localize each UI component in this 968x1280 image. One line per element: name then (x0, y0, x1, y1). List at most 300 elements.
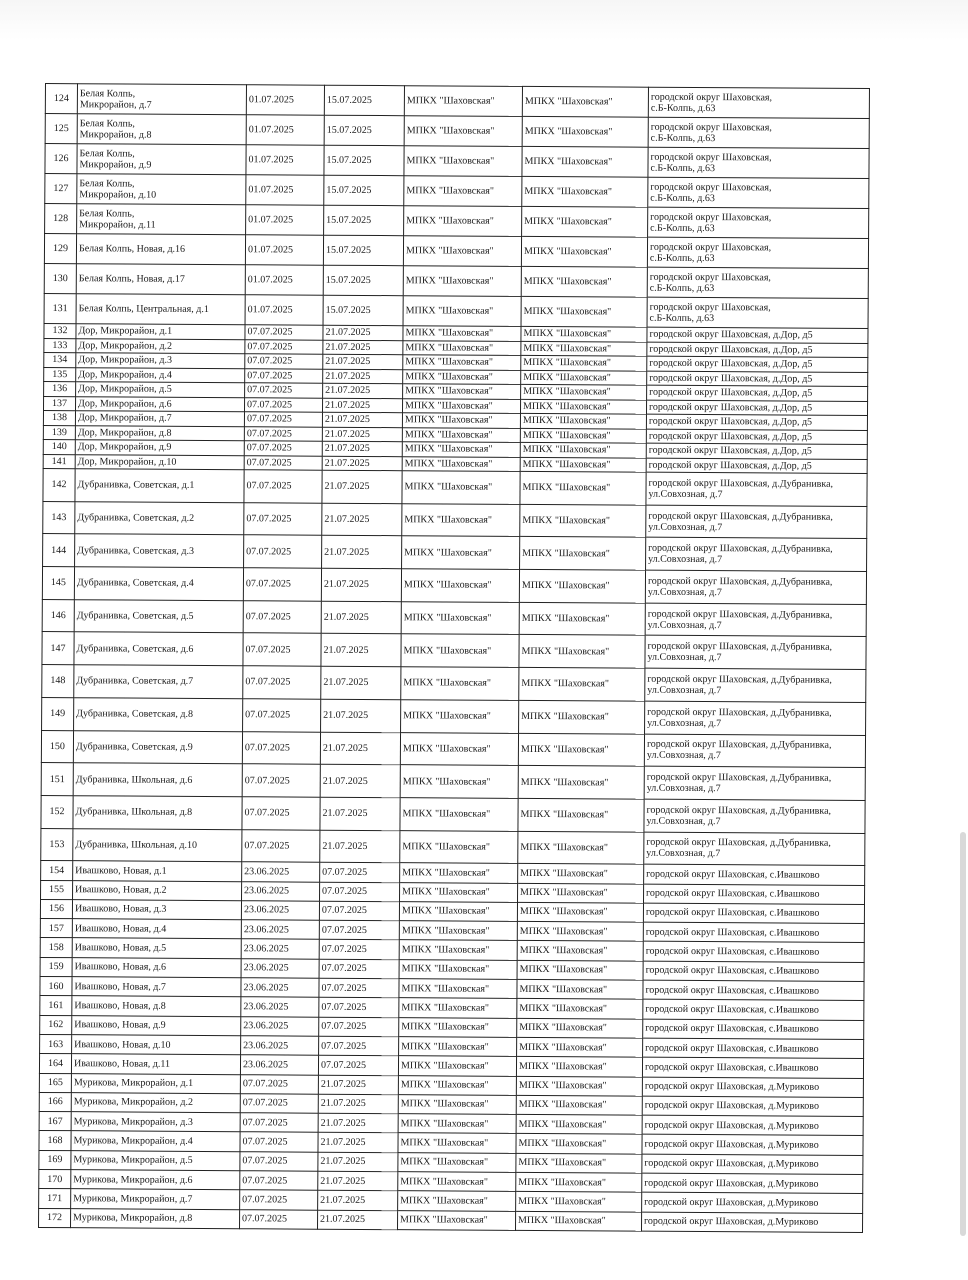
organization-cell: МПКХ "Шаховская" (401, 569, 519, 602)
end-date-cell: 15.07.2025 (324, 175, 404, 205)
organization-cell: МПКХ "Шаховская" (401, 634, 519, 667)
start-date-cell: 07.07.2025 (244, 502, 322, 535)
row-number: 128 (45, 204, 77, 234)
organization-cell: МПКХ "Шаховская" (402, 456, 520, 471)
row-number: 146 (42, 599, 74, 632)
start-date-cell: 07.07.2025 (242, 829, 320, 862)
row-number: 124 (45, 84, 77, 114)
location-cell: городской округ Шаховская, с.Б-Колпь, д.63 (647, 267, 868, 298)
location-cell: городской округ Шаховская, с.Б-Колпь, д.63 (647, 297, 868, 328)
operator-cell: МПКХ "Шаховская" (520, 399, 646, 414)
table-row (42, 697, 866, 735)
operator-cell: МПКХ "Шаховская" (519, 700, 645, 733)
location-cell: городской округ Шаховская, д.Дубранивка, ул.Совхозная, д.7 (644, 832, 865, 866)
organization-cell: МПКХ "Шаховская" (403, 369, 521, 384)
organization-cell: МПКХ "Шаховская" (403, 326, 521, 341)
location-cell: городской округ Шаховская, д.Муриково (642, 1077, 863, 1098)
start-date-cell: 23.06.2025 (241, 1036, 319, 1056)
end-date-cell: 21.07.2025 (323, 325, 403, 340)
row-number: 125 (45, 114, 77, 144)
operator-cell: МПКХ "Шаховская" (522, 116, 648, 147)
address-cell: Ивашково, Новая, д.7 (72, 977, 241, 997)
end-date-cell: 07.07.2025 (319, 1036, 399, 1056)
location-cell: городской округ Шаховская, д.Дубранивка, ул.Совхозная, д.7 (644, 799, 865, 833)
row-number: 152 (41, 795, 73, 828)
operator-cell: МПКХ "Шаховская" (520, 442, 646, 457)
operator-cell: МПКХ "Шаховская" (521, 341, 647, 356)
start-date-cell: 07.07.2025 (244, 455, 322, 470)
start-date-cell: 01.07.2025 (246, 205, 324, 235)
address-cell: Белая Колпь, Новая, д.16 (76, 234, 245, 265)
operator-cell: МПКХ "Шаховская" (518, 864, 644, 884)
start-date-cell: 01.07.2025 (245, 235, 323, 265)
start-date-cell: 01.07.2025 (246, 115, 324, 145)
end-date-cell: 15.07.2025 (323, 265, 403, 295)
row-number: 133 (44, 338, 76, 353)
address-cell: Ивашково, Новая, д.8 (72, 996, 241, 1016)
end-date-cell: 21.07.2025 (323, 340, 403, 355)
organization-cell: МПКХ "Шаховская" (398, 1152, 516, 1172)
end-date-cell: 07.07.2025 (319, 978, 399, 998)
row-number: 139 (43, 425, 75, 440)
organization-cell: МПКХ "Шаховская" (402, 536, 520, 569)
location-cell: городской округ Шаховская, д.Дор, д5 (647, 327, 868, 343)
organization-cell: МПКХ "Шаховская" (398, 1210, 516, 1230)
location-cell: городской округ Шаховская, д.Дубранивка, ул.Совхозная, д.7 (645, 603, 866, 637)
address-cell: Белая Колпь, Микрорайон, д.7 (77, 84, 246, 115)
organization-cell: МПКХ "Шаховская" (404, 176, 522, 207)
organization-cell: МПКХ "Шаховская" (398, 1172, 516, 1192)
end-date-cell: 21.07.2025 (321, 568, 401, 601)
organization-cell: МПКХ "Шаховская" (403, 236, 521, 267)
organization-cell: МПКХ "Шаховская" (403, 355, 521, 370)
end-date-cell: 15.07.2025 (324, 145, 404, 175)
organization-cell: МПКХ "Шаховская" (398, 1094, 516, 1114)
operator-cell: МПКХ "Шаховская" (517, 999, 643, 1019)
table-row (43, 468, 867, 506)
end-date-cell: 07.07.2025 (320, 882, 400, 902)
address-cell: Дубранивка, Школьная, д.10 (73, 828, 242, 862)
organization-cell: МПКХ "Шаховская" (404, 146, 522, 177)
organization-cell: МПКХ "Шаховская" (398, 1191, 516, 1211)
end-date-cell: 15.07.2025 (324, 205, 404, 235)
location-cell: городской округ Шаховская, с.Ивашково (644, 884, 865, 905)
address-cell: Дор, Микрорайон, д.6 (75, 396, 244, 412)
location-cell: городской округ Шаховская, д.Дор, д5 (646, 414, 867, 430)
row-number: 169 (39, 1150, 71, 1169)
operator-cell: МПКХ "Шаховская" (516, 1095, 642, 1115)
location-cell: городской округ Шаховская, д.Муриково (642, 1192, 863, 1213)
end-date-cell: 21.07.2025 (322, 441, 402, 456)
end-date-cell: 21.07.2025 (322, 456, 402, 471)
organization-cell: МПКХ "Шаховская" (399, 1037, 517, 1057)
address-cell: Мурикова, Микрорайон, д.6 (71, 1170, 240, 1190)
end-date-cell: 21.07.2025 (318, 1190, 398, 1210)
address-cell: Мурикова, Микрорайон, д.5 (71, 1150, 240, 1170)
row-number: 143 (43, 501, 75, 534)
start-date-cell: 07.07.2025 (245, 383, 323, 398)
address-cell: Дор, Микрорайон, д.2 (76, 338, 245, 354)
location-cell: городской округ Шаховская, д.Дубранивка, ул.Совхозная, д.7 (645, 636, 866, 670)
address-cell: Дор, Микрорайон, д.4 (76, 367, 245, 383)
start-date-cell: 07.07.2025 (243, 699, 321, 732)
start-date-cell: 01.07.2025 (246, 85, 324, 115)
end-date-cell: 07.07.2025 (319, 901, 399, 921)
row-number: 127 (45, 174, 77, 204)
operator-cell: МПКХ "Шаховская" (517, 902, 643, 922)
location-cell: городской округ Шаховская, с.Ивашково (642, 1057, 863, 1078)
organization-cell: МПКХ "Шаховская" (402, 427, 520, 442)
row-number: 138 (43, 410, 75, 425)
end-date-cell: 07.07.2025 (318, 1055, 398, 1075)
row-number: 168 (39, 1131, 71, 1150)
start-date-cell: 07.07.2025 (244, 470, 322, 503)
location-cell: городской округ Шаховская, д.Дубранивка, ул.Совхозная, д.7 (644, 734, 865, 768)
operator-cell: МПКХ "Шаховская" (520, 428, 646, 443)
operator-cell: МПКХ "Шаховская" (521, 296, 647, 327)
table-row (43, 534, 867, 572)
row-number: 130 (44, 263, 76, 293)
operator-cell: МПКХ "Шаховская" (517, 979, 643, 999)
location-cell: городской округ Шаховская, д.Дубранивка, ул.Совхозная, д.7 (645, 701, 866, 735)
address-cell: Ивашково, Новая, д.10 (72, 1035, 241, 1055)
end-date-cell: 21.07.2025 (318, 1133, 398, 1153)
start-date-cell: 07.07.2025 (244, 426, 322, 441)
row-number: 160 (40, 977, 72, 996)
start-date-cell: 07.07.2025 (242, 764, 320, 797)
organization-cell: МПКХ "Шаховская" (402, 442, 520, 457)
address-cell: Ивашково, Новая, д.9 (72, 1015, 241, 1035)
location-cell: городской округ Шаховская, с.Б-Колпь, д.63 (648, 207, 869, 238)
end-date-cell: 21.07.2025 (323, 383, 403, 398)
end-date-cell: 21.07.2025 (318, 1210, 398, 1230)
operator-cell: МПКХ "Шаховская" (516, 1076, 642, 1096)
row-number: 135 (44, 367, 76, 382)
table-row (41, 730, 865, 768)
location-cell: городской округ Шаховская, д.Дор, д5 (647, 385, 868, 401)
operator-cell: МПКХ "Шаховская" (516, 1115, 642, 1135)
row-number: 157 (40, 919, 72, 938)
end-date-cell: 21.07.2025 (320, 764, 400, 797)
end-date-cell: 21.07.2025 (321, 699, 401, 732)
row-number: 144 (43, 534, 75, 567)
organization-cell: МПКХ "Шаховская" (400, 798, 518, 831)
table-row (42, 665, 866, 703)
end-date-cell: 21.07.2025 (320, 732, 400, 765)
row-number: 132 (44, 323, 76, 338)
row-number: 162 (40, 1015, 72, 1034)
address-cell: Мурикова, Микрорайон, д.8 (71, 1208, 240, 1228)
row-number: 153 (41, 828, 73, 861)
operator-cell: МПКХ "Шаховская" (521, 326, 647, 341)
location-cell: городской округ Шаховская, с.Ивашково (643, 980, 864, 1001)
row-number: 163 (40, 1034, 72, 1053)
end-date-cell: 21.07.2025 (322, 398, 402, 413)
address-cell: Дор, Микрорайон, д.9 (75, 440, 244, 456)
location-cell: городской округ Шаховская, д.Муриково (642, 1154, 863, 1175)
location-cell: городской округ Шаховская, д.Дубранивка, ул.Совхозная, д.7 (646, 472, 867, 506)
operator-cell: МПКХ "Шаховская" (516, 1192, 642, 1212)
operator-cell: МПКХ "Шаховская" (521, 384, 647, 399)
start-date-cell: 23.06.2025 (241, 958, 319, 978)
organization-cell: МПКХ "Шаховская" (403, 384, 521, 399)
location-cell: городской округ Шаховская, с.Б-Колпь, д.63 (648, 177, 869, 208)
location-cell: городской округ Шаховская, д.Дор, д5 (646, 429, 867, 445)
location-cell: городской округ Шаховская, с.Ивашково (643, 903, 864, 924)
location-cell: городской округ Шаховская, д.Дор, д5 (646, 458, 867, 474)
operator-cell: МПКХ "Шаховская" (520, 504, 646, 537)
operator-cell: МПКХ "Шаховская" (518, 798, 644, 831)
operator-cell: МПКХ "Шаховская" (517, 941, 643, 961)
location-cell: городской округ Шаховская, д.Дор, д5 (647, 356, 868, 372)
start-date-cell: 07.07.2025 (240, 1151, 318, 1171)
location-cell: городской округ Шаховская, с.Ивашково (643, 999, 864, 1020)
operator-cell: МПКХ "Шаховская" (520, 471, 646, 504)
start-date-cell: 07.07.2025 (240, 1074, 318, 1094)
address-cell: Белая Колпь, Микрорайон, д.10 (77, 174, 246, 205)
row-number: 145 (42, 567, 74, 600)
end-date-cell: 21.07.2025 (318, 1075, 398, 1095)
location-cell: городской округ Шаховская, с.Ивашково (643, 1038, 864, 1059)
start-date-cell: 07.07.2025 (243, 600, 321, 633)
start-date-cell: 07.07.2025 (240, 1171, 318, 1191)
end-date-cell: 21.07.2025 (318, 1152, 398, 1172)
operator-cell: МПКХ "Шаховская" (520, 413, 646, 428)
end-date-cell: 15.07.2025 (324, 115, 404, 145)
start-date-cell: 23.06.2025 (241, 997, 319, 1017)
organization-cell: МПКХ "Шаховская" (400, 830, 518, 863)
address-cell: Дор, Микрорайон, д.7 (75, 411, 244, 427)
start-date-cell: 07.07.2025 (242, 797, 320, 830)
start-date-cell: 07.07.2025 (240, 1113, 318, 1133)
end-date-cell: 07.07.2025 (319, 920, 399, 940)
address-cell: Дор, Микрорайон, д.3 (76, 353, 245, 369)
location-cell: городской округ Шаховская, с.Ивашково (644, 864, 865, 885)
start-date-cell: 07.07.2025 (245, 354, 323, 369)
page-top-shadow (0, 0, 968, 40)
operator-cell: МПКХ "Шаховская" (519, 569, 645, 602)
schedule-table (38, 83, 870, 1233)
operator-cell: МПКХ "Шаховская" (518, 831, 644, 864)
row-number: 171 (39, 1189, 71, 1208)
location-cell: городской округ Шаховская, с.Б-Колпь, д.63 (648, 117, 869, 148)
operator-cell: МПКХ "Шаховская" (516, 1153, 642, 1173)
row-number: 158 (40, 938, 72, 957)
organization-cell: МПКХ "Шаховская" (402, 398, 520, 413)
address-cell: Дубранивка, Советская, д.5 (74, 599, 243, 633)
address-cell: Дор, Микрорайон, д.10 (75, 454, 244, 470)
start-date-cell: 23.06.2025 (241, 901, 319, 921)
end-date-cell: 21.07.2025 (318, 1113, 398, 1133)
location-cell: городской округ Шаховская, д.Муриково (642, 1135, 863, 1156)
location-cell: городской округ Шаховская, д.Муриково (641, 1212, 862, 1233)
end-date-cell: 21.07.2025 (322, 536, 402, 569)
operator-cell: МПКХ "Шаховская" (517, 922, 643, 942)
row-number: 126 (45, 144, 77, 174)
organization-cell: МПКХ "Шаховская" (401, 601, 519, 634)
organization-cell: МПКХ "Шаховская" (401, 699, 519, 732)
end-date-cell: 15.07.2025 (323, 235, 403, 265)
address-cell: Белая Колпь, Новая, д.17 (76, 264, 245, 295)
address-cell: Мурикова, Микрорайон, д.3 (71, 1112, 240, 1132)
address-cell: Дубранивка, Советская, д.7 (74, 665, 243, 699)
operator-cell: МПКХ "Шаховская" (518, 733, 644, 766)
operator-cell: МПКХ "Шаховская" (521, 355, 647, 370)
address-cell: Мурикова, Микрорайон, д.2 (71, 1092, 240, 1112)
location-cell: городской округ Шаховская, с.Б-Колпь, д.63 (648, 147, 869, 178)
location-cell: городской округ Шаховская, с.Ивашково (643, 961, 864, 982)
organization-cell: МПКХ "Шаховская" (404, 116, 522, 147)
operator-cell: МПКХ "Шаховская" (521, 236, 647, 267)
end-date-cell: 21.07.2025 (322, 470, 402, 503)
row-number: 129 (44, 234, 76, 264)
address-cell: Мурикова, Микрорайон, д.4 (71, 1131, 240, 1151)
row-number: 166 (39, 1092, 71, 1111)
row-number: 161 (40, 996, 72, 1015)
organization-cell: МПКХ "Шаховская" (398, 1056, 516, 1076)
location-cell: городской округ Шаховская, с.Ивашково (643, 1019, 864, 1040)
row-number: 164 (39, 1054, 71, 1073)
row-number: 167 (39, 1112, 71, 1131)
row-number: 150 (41, 730, 73, 763)
organization-cell: МПКХ "Шаховская" (400, 882, 518, 902)
address-cell: Ивашково, Новая, д.3 (72, 900, 241, 920)
address-cell: Дубранивка, Советская, д.6 (74, 632, 243, 666)
row-number: 159 (40, 957, 72, 976)
start-date-cell: 23.06.2025 (241, 939, 319, 959)
row-number: 141 (43, 454, 75, 469)
end-date-cell: 21.07.2025 (318, 1094, 398, 1114)
end-date-cell: 15.07.2025 (323, 295, 403, 325)
address-cell: Мурикова, Микрорайон, д.7 (71, 1189, 240, 1209)
start-date-cell: 23.06.2025 (241, 920, 319, 940)
start-date-cell: 23.06.2025 (242, 881, 320, 901)
address-cell: Дубранивка, Советская, д.9 (73, 730, 242, 764)
start-date-cell: 01.07.2025 (245, 295, 323, 325)
start-date-cell: 07.07.2025 (243, 568, 321, 601)
end-date-cell: 07.07.2025 (319, 959, 399, 979)
operator-cell: МПКХ "Шаховская" (516, 1211, 642, 1231)
organization-cell: МПКХ "Шаховская" (399, 959, 517, 979)
address-cell: Дор, Микрорайон, д.8 (75, 425, 244, 441)
row-number: 149 (42, 697, 74, 730)
organization-cell: МПКХ "Шаховская" (403, 340, 521, 355)
start-date-cell: 23.06.2025 (240, 1055, 318, 1075)
address-cell: Дубранивка, Школьная, д.8 (73, 796, 242, 830)
start-date-cell: 07.07.2025 (240, 1209, 318, 1229)
location-cell: городской округ Шаховская, д.Муриково (642, 1096, 863, 1117)
end-date-cell: 21.07.2025 (323, 354, 403, 369)
address-cell: Дор, Микрорайон, д.5 (76, 382, 245, 398)
operator-cell: МПКХ "Шаховская" (516, 1134, 642, 1154)
start-date-cell: 07.07.2025 (245, 368, 323, 383)
row-number: 131 (44, 293, 76, 323)
end-date-cell: 21.07.2025 (320, 797, 400, 830)
start-date-cell: 07.07.2025 (243, 633, 321, 666)
start-date-cell: 07.07.2025 (240, 1094, 318, 1114)
organization-cell: МПКХ "Шаховская" (399, 902, 517, 922)
start-date-cell: 07.07.2025 (244, 535, 322, 568)
address-cell: Ивашково, Новая, д.5 (72, 938, 241, 958)
end-date-cell: 21.07.2025 (321, 601, 401, 634)
organization-cell: МПКХ "Шаховская" (399, 940, 517, 960)
organization-cell: МПКХ "Шаховская" (398, 1075, 516, 1095)
address-cell: Дубранивка, Школьная, д.6 (73, 763, 242, 797)
address-cell: Дубранивка, Советская, д.3 (75, 534, 244, 568)
operator-cell: МПКХ "Шаховская" (522, 176, 648, 207)
operator-cell: МПКХ "Шаховская" (520, 457, 646, 472)
address-cell: Дубранивка, Советская, д.4 (74, 567, 243, 601)
row-number: 155 (41, 880, 73, 899)
row-number: 134 (44, 352, 76, 367)
operator-cell: МПКХ "Шаховская" (517, 1018, 643, 1038)
start-date-cell: 07.07.2025 (244, 397, 322, 412)
row-number: 148 (42, 665, 74, 698)
address-cell: Дубранивка, Советская, д.1 (75, 469, 244, 503)
location-cell: городской округ Шаховская, д.Дубранивка, ул.Совхозная, д.7 (645, 570, 866, 604)
end-date-cell: 07.07.2025 (319, 940, 399, 960)
operator-cell: МПКХ "Шаховская" (519, 635, 645, 668)
row-number: 136 (44, 381, 76, 396)
table-row (42, 599, 866, 637)
row-number: 137 (43, 396, 75, 411)
location-cell: городской округ Шаховская, с.Ивашково (643, 942, 864, 963)
location-cell: городской округ Шаховская, д.Муриково (642, 1173, 863, 1194)
table-row (41, 763, 865, 801)
table-row (41, 795, 865, 833)
row-number: 140 (43, 439, 75, 454)
start-date-cell: 23.06.2025 (241, 978, 319, 998)
table-row (42, 567, 866, 605)
table-row (42, 632, 866, 670)
organization-cell: МПКХ "Шаховская" (400, 732, 518, 765)
operator-cell: МПКХ "Шаховская" (517, 960, 643, 980)
organization-cell: МПКХ "Шаховская" (399, 979, 517, 999)
operator-cell: МПКХ "Шаховская" (519, 602, 645, 635)
end-date-cell: 21.07.2025 (322, 427, 402, 442)
location-cell: городской округ Шаховская, д.Муриково (642, 1115, 863, 1136)
end-date-cell: 07.07.2025 (319, 998, 399, 1018)
row-number: 156 (40, 899, 72, 918)
scrollbar-thumb[interactable] (960, 832, 966, 1236)
address-cell: Белая Колпь, Микрорайон, д.8 (77, 114, 246, 145)
start-date-cell: 07.07.2025 (242, 731, 320, 764)
address-cell: Дубранивка, Советская, д.8 (74, 697, 243, 731)
start-date-cell: 01.07.2025 (246, 175, 324, 205)
table-row (43, 501, 867, 539)
operator-cell: МПКХ "Шаховская" (521, 266, 647, 297)
start-date-cell: 01.07.2025 (245, 265, 323, 295)
location-cell: городской округ Шаховская, д.Дор, д5 (646, 443, 867, 459)
address-cell: Мурикова, Микрорайон, д.1 (71, 1073, 240, 1093)
operator-cell: МПКХ "Шаховская" (519, 668, 645, 701)
end-date-cell: 15.07.2025 (324, 85, 404, 115)
operator-cell: МПКХ "Шаховская" (516, 1172, 642, 1192)
address-cell: Ивашково, Новая, д.4 (72, 919, 241, 939)
organization-cell: МПКХ "Шаховская" (398, 1133, 516, 1153)
start-date-cell: 07.07.2025 (243, 666, 321, 699)
organization-cell: МПКХ "Шаховская" (402, 503, 520, 536)
operator-cell: МПКХ "Шаховская" (518, 766, 644, 799)
location-cell: городской округ Шаховская, с.Ивашково (643, 922, 864, 943)
address-cell: Ивашково, Новая, д.6 (72, 957, 241, 977)
location-cell: городской округ Шаховская, д.Дубранивка, ул.Совхозная, д.7 (646, 538, 867, 572)
end-date-cell: 21.07.2025 (318, 1171, 398, 1191)
location-cell: городской округ Шаховская, с.Б-Колпь, д.63 (648, 87, 869, 118)
address-cell: Дор, Микрорайон, д.1 (76, 324, 245, 340)
end-date-cell: 21.07.2025 (321, 666, 401, 699)
end-date-cell: 21.07.2025 (322, 503, 402, 536)
